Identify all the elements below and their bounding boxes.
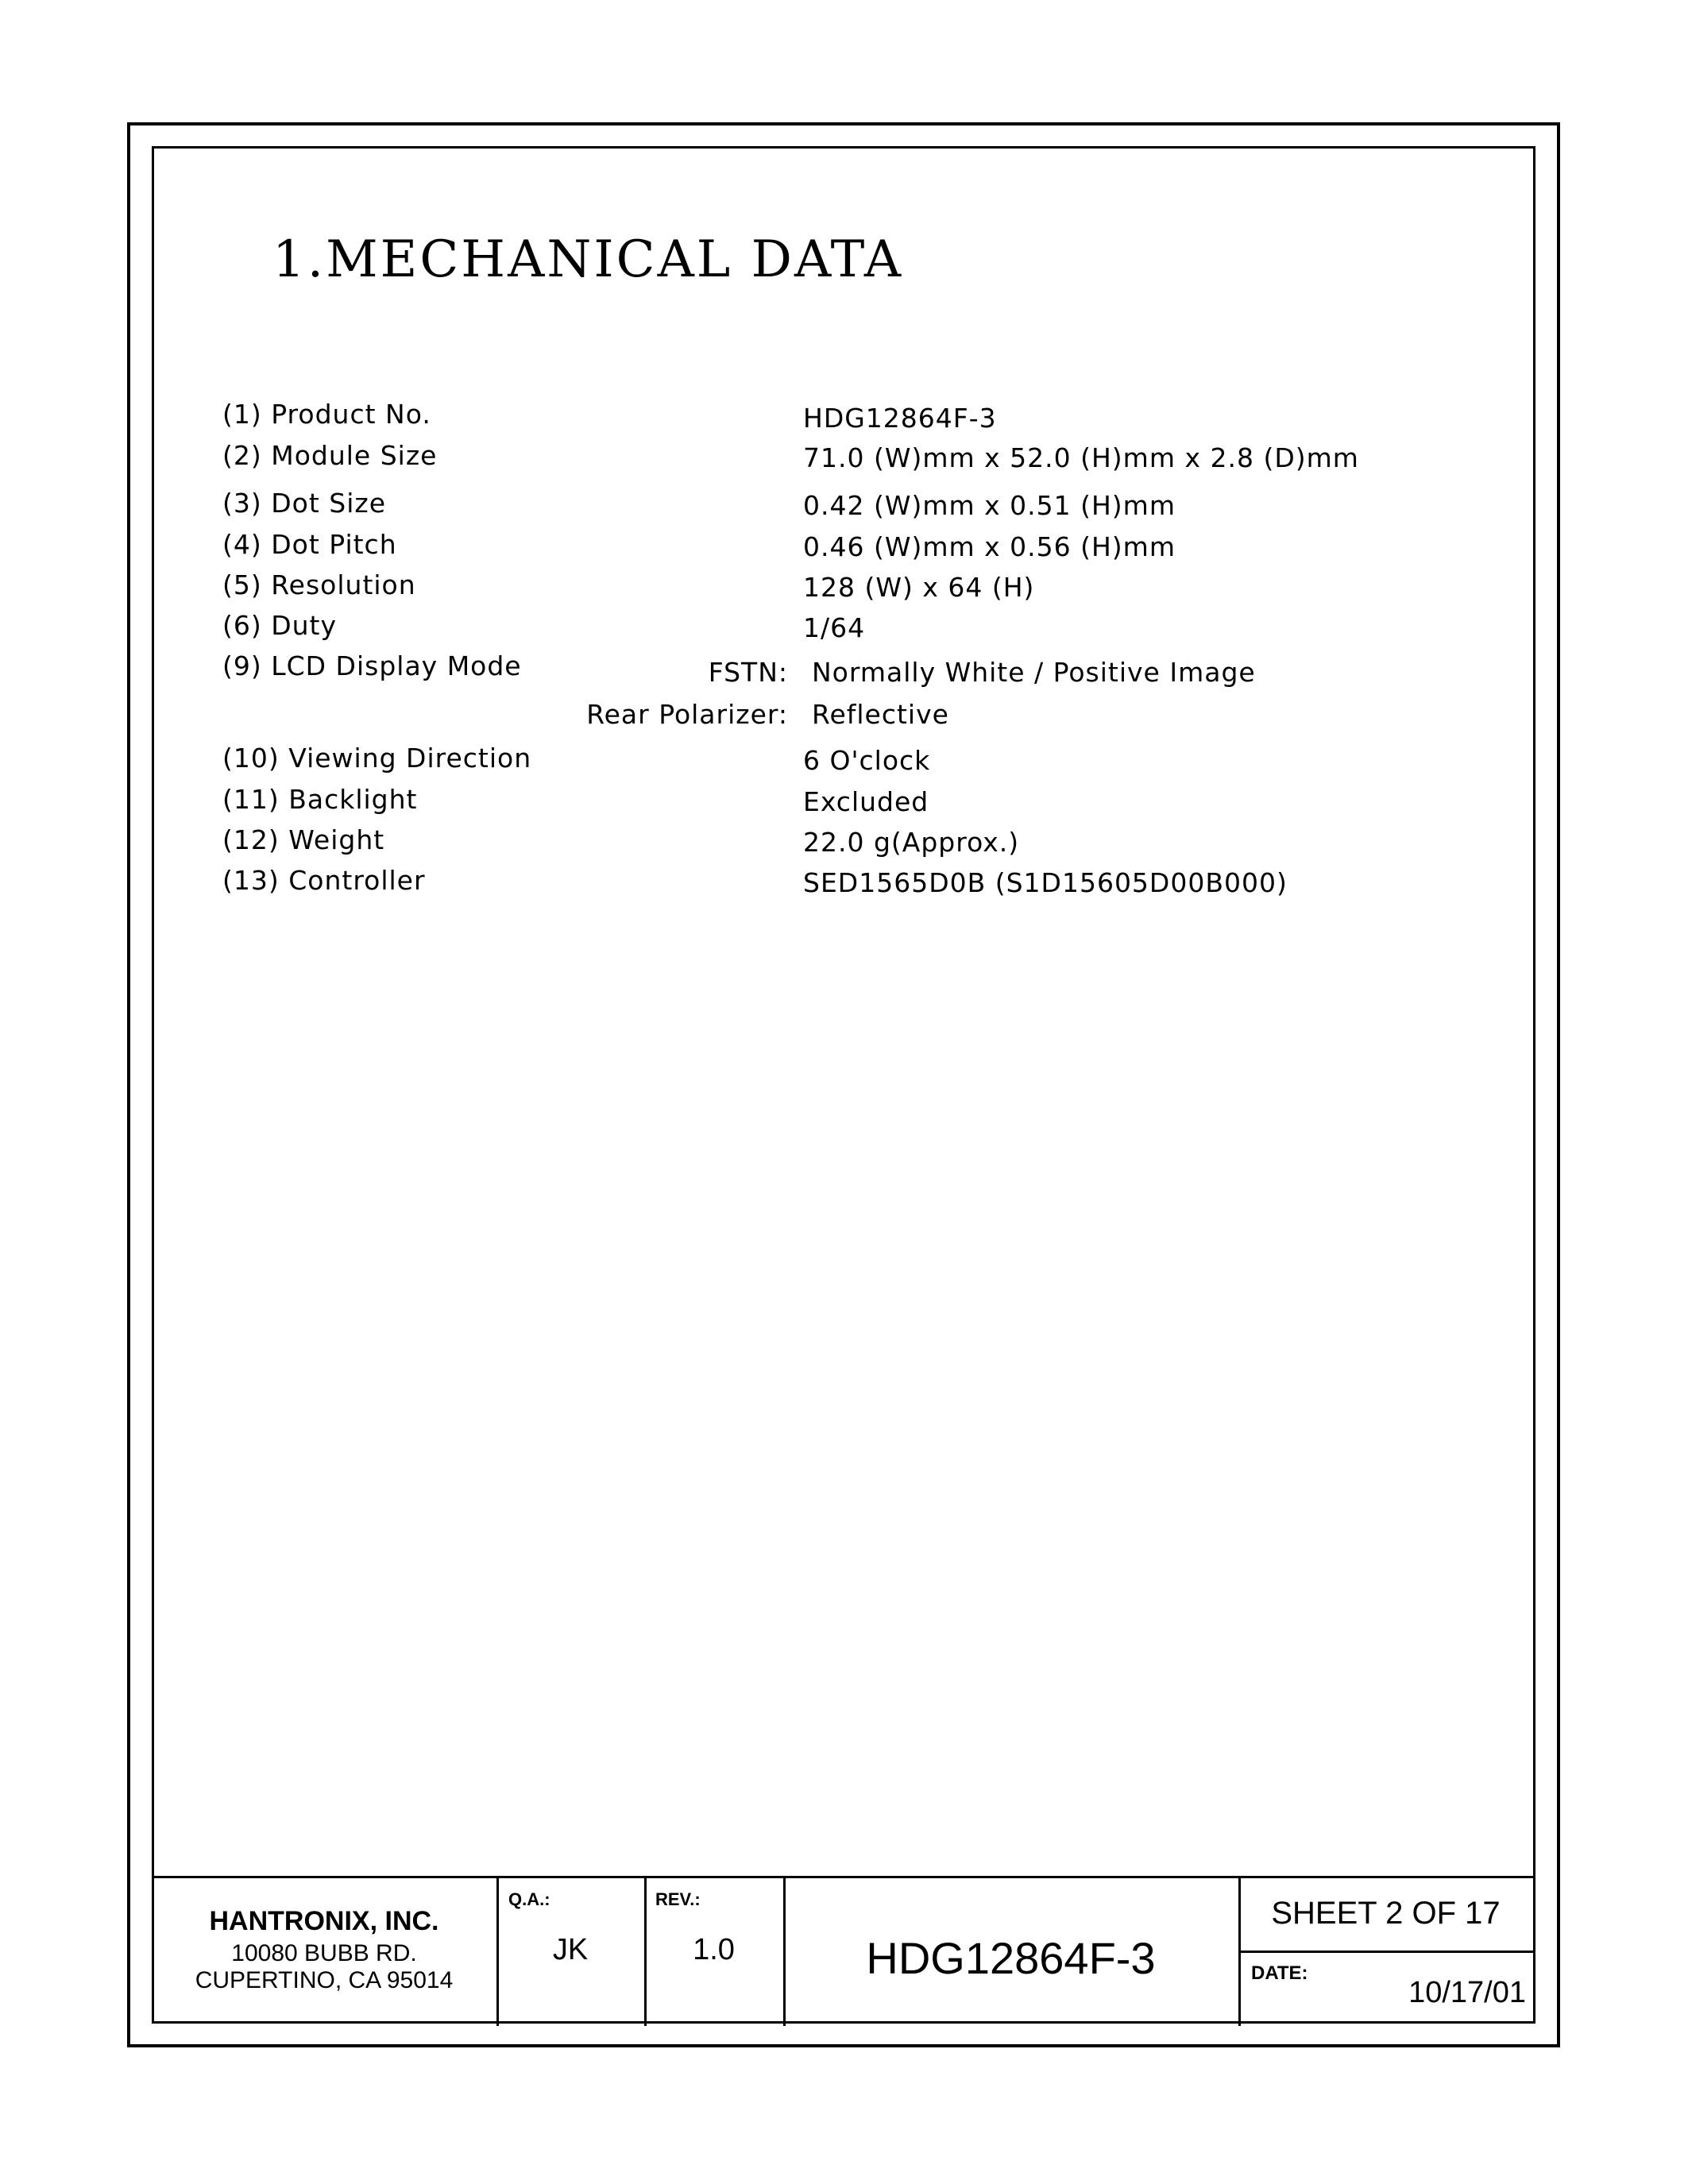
spec-label-duty: (6) Duty xyxy=(222,610,338,641)
spec-value-dot-size: 0.42 (W)mm x 0.51 (H)mm xyxy=(803,490,1176,521)
spec-label-weight: (12) Weight xyxy=(222,824,385,855)
spec-value-backlight: Excluded xyxy=(803,786,929,817)
qa-value: JK xyxy=(552,1933,589,1966)
date-value: 10/17/01 xyxy=(1408,1976,1526,2009)
title-block xyxy=(152,1876,1535,2024)
spec-label-backlight: (11) Backlight xyxy=(222,784,418,815)
spec-label-viewing-direction: (10) Viewing Direction xyxy=(222,743,532,774)
spec-value-resolution: 128 (W) x 64 (H) xyxy=(803,572,1035,603)
spec-value-dot-pitch: 0.46 (W)mm x 0.56 (H)mm xyxy=(803,531,1176,562)
spec-value-product-no: HDG12864F-3 xyxy=(803,403,997,434)
part-number: HDG12864F-3 xyxy=(866,1933,1156,1983)
date-label: DATE: xyxy=(1251,1962,1308,1984)
company-address-line2: CUPERTINO, CA 95014 xyxy=(195,1967,454,1993)
rev-label: REV.: xyxy=(655,1889,701,1909)
spec-value-duty: 1/64 xyxy=(803,612,866,643)
sheet-number: SHEET 2 OF 17 xyxy=(1271,1896,1501,1931)
spec-value-rear-polarizer: Reflective xyxy=(812,699,949,730)
spec-label-product-no: (1) Product No. xyxy=(222,399,431,430)
spec-value-module-size: 71.0 (W)mm x 52.0 (H)mm x 2.8 (D)mm xyxy=(803,442,1359,473)
page-title: 1.MECHANICAL DATA xyxy=(272,230,904,289)
spec-sublabel-rear-polarizer: Rear Polarizer: xyxy=(586,699,788,730)
spec-value-viewing-direction: 6 O'clock xyxy=(803,745,931,776)
spec-value-weight: 22.0 g(Approx.) xyxy=(803,827,1020,858)
spec-value-display-mode: Normally White / Positive Image xyxy=(812,657,1256,688)
company-address-line1: 10080 BUBB RD. xyxy=(231,1940,417,1966)
spec-sublabel-fstn: FSTN: xyxy=(708,657,788,688)
spec-label-dot-pitch: (4) Dot Pitch xyxy=(222,529,397,560)
spec-label-display-mode: (9) LCD Display Mode xyxy=(222,650,522,681)
company-name: HANTRONIX, INC. xyxy=(209,1906,439,1936)
spec-label-controller: (13) Controller xyxy=(222,865,426,896)
qa-label: Q.A.: xyxy=(508,1889,550,1909)
spec-value-controller: SED1565D0B (S1D15605D00B000) xyxy=(803,867,1288,898)
spec-label-module-size: (2) Module Size xyxy=(222,440,438,471)
spec-label-dot-size: (3) Dot Size xyxy=(222,488,387,519)
spec-label-resolution: (5) Resolution xyxy=(222,569,416,600)
rev-value: 1.0 xyxy=(693,1933,735,1966)
divider xyxy=(1238,1951,1533,1953)
